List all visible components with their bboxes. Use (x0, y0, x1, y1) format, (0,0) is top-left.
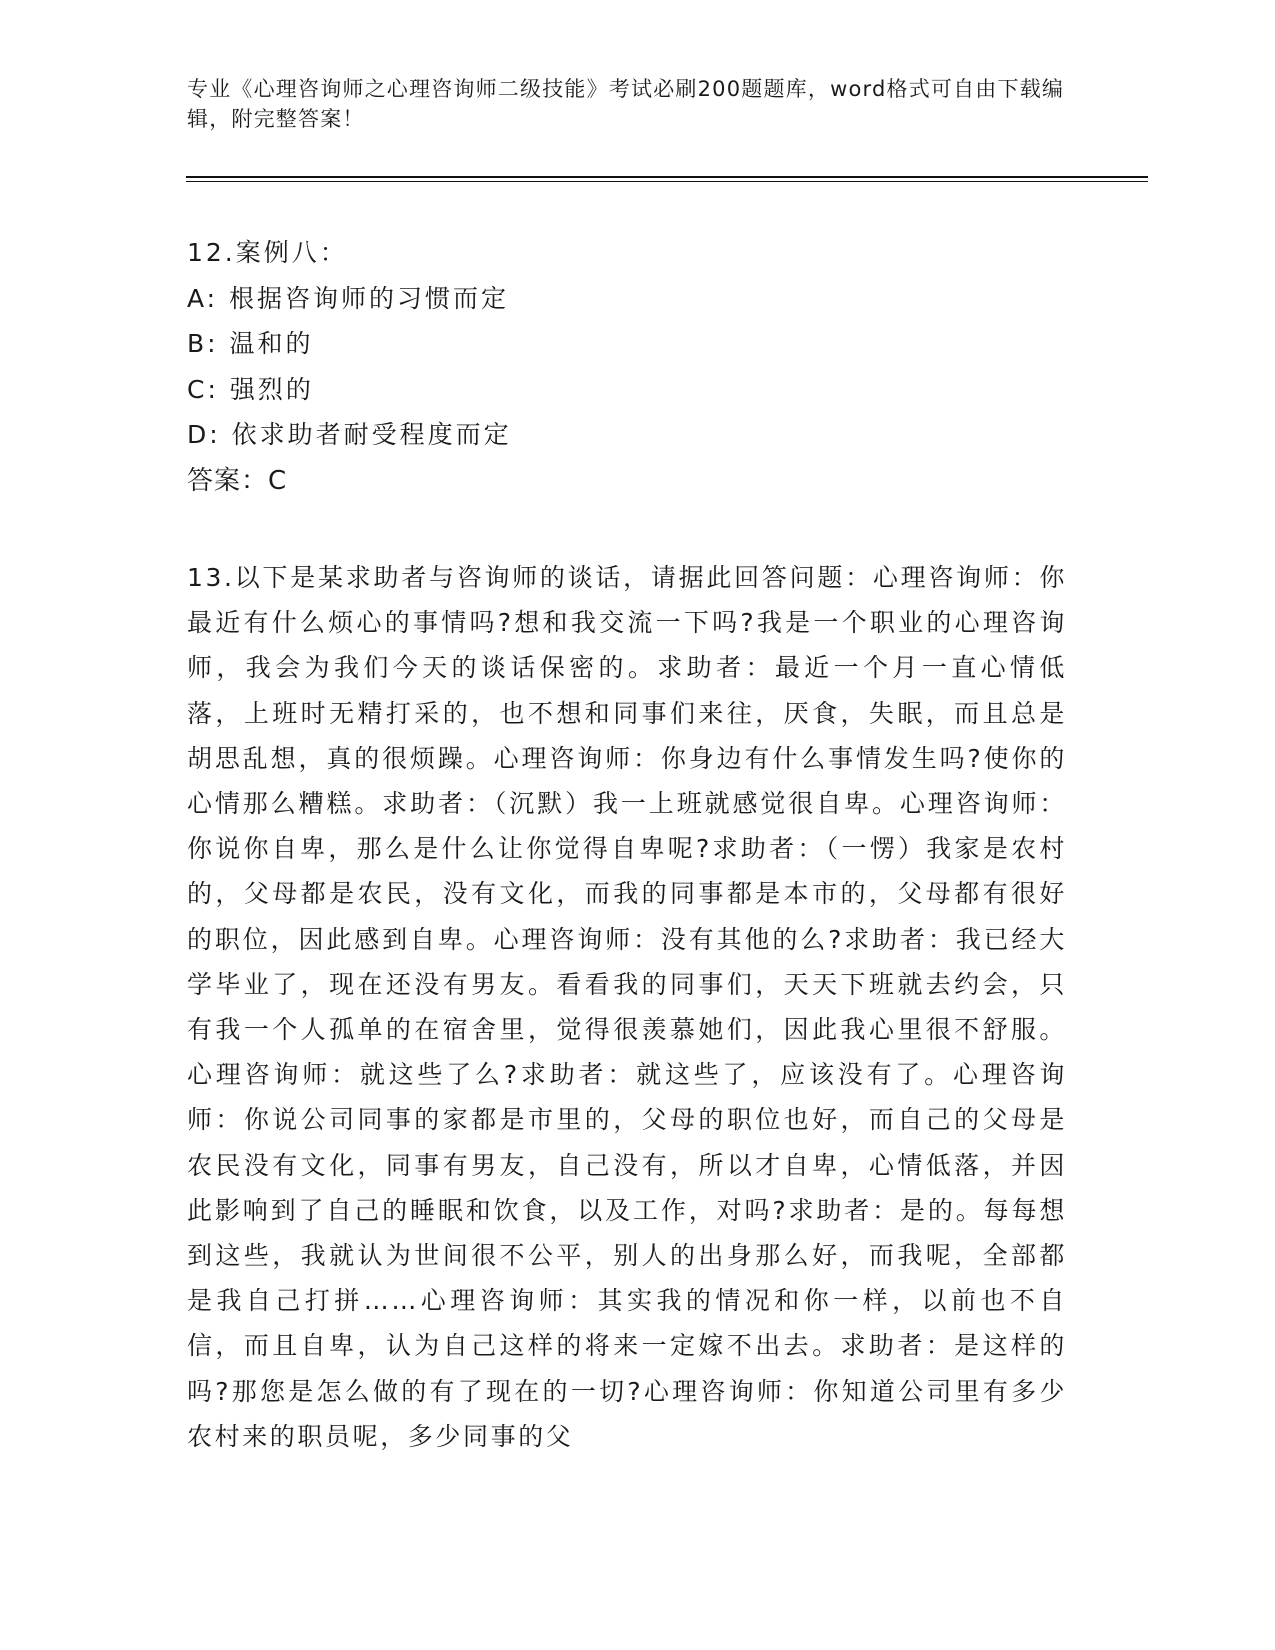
option-c: C: 强烈的 (187, 374, 314, 404)
document-header: 专业《心理咨询师之心理咨询师二级技能》考试必刷200题题库，word格式可自由下载编辑，附完整答案！ (187, 77, 1065, 131)
header-divider-thin (186, 181, 1148, 182)
header-divider-thick (186, 176, 1148, 178)
option-a: A: 根据咨询师的习惯而定 (187, 283, 510, 313)
question-12 (187, 236, 1087, 509)
option-d: D: 依求助者耐受程度而定 (187, 420, 512, 449)
question-12-title: 12.案例八： (187, 238, 348, 267)
question-13-text: 13.以下是某求助者与咨询师的谈话，请据此回答问题：心理咨询师：你最近有什么烦心的事情吗?想和我交流一下吗?我是一个职业的心理咨询师，我会为我们今天的谈话保密的。求助者：最近一个月一直心情低落，上班时无精打采的，也不想和同事们来往，厌食，失眠，而且总是胡思乱想，真的很烦躁。心理咨询师：你身边有什么事情发生吗?使你的心情那么糟糕。求助者：（沉默）我一上班就感觉很自卑。心理咨询师：你说你自卑，那么是什么让你觉得自卑呢?求助者：（一愣）我家是农村的，父母都是农民，没有文化，而我的同事都是本市的，父母都有很好的职位，因此感到自卑。心理咨询师：没有其他的么?求助者：我已经大学毕业了，现在还没有男友。看看我的同事们，天天下班就去约会，只有我一个人孤单的在宿舍里，觉得很羡慕她们，因此我心里很不舒服。心理咨询师：就这些了么?求助者：就这些了，应该没有了。心理咨询师：你说公司同事的家都是市里的，父母的职位也好，而自己的父母是农民没有文化，同事有男友，自己没有，所以才自卑，心情低落，并因此影响到了自己的睡眠和饮食，以及工作，对吗?求助者：是的。每每想到这些，我就认为世间很不公平，别人的出身那么好，而我呢，全部都是我自己打拼……心理咨询师：其实我的情况和你一样，以前也不自信，而且自卑，认为自己这样的将来一定嫁不出去。求助者：是这样的吗?那您是怎么做的有了现在的一切?心理咨询师：你知道公司里有多少农村来的职员呢，多少同事的父 (187, 563, 1067, 1451)
question-12-answer: 答案：C (187, 465, 288, 496)
option-b: B: 温和的 (187, 329, 314, 358)
